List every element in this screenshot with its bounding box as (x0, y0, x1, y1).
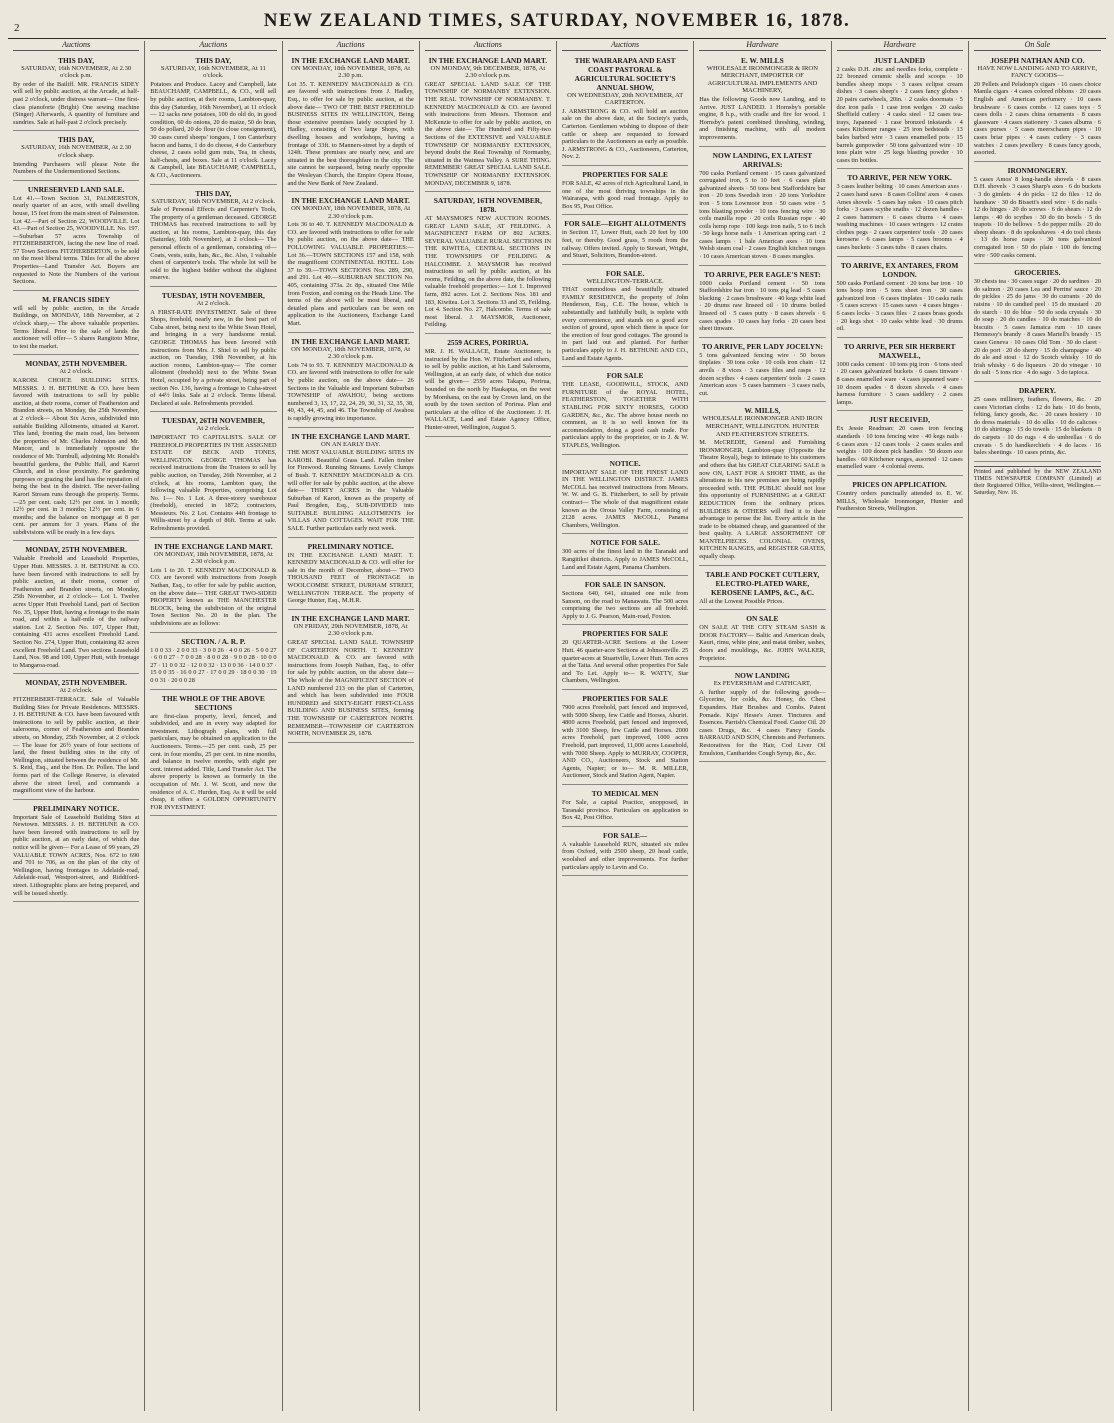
advertisement (288, 540, 414, 610)
ad-heading: THIS DAY, (195, 55, 232, 65)
ad-body: Potatoes and Produce. Lacey and Campbell, late BEAUCHAMP, CAMPBELL, & CO., will sell by public auction, at their rooms, Lambton-quay, this day (Saturday, 16th November), at 11 o'clock— 12 sacks new potatoes, 100 do old do, in good condition, 60 do onions, 20 do maize, 50 do bran, 50 do pollard, 20 do flour (to close consignment), 30 cases cured sheeps' tongues, 1 ton Canterbury bacon and hams, 1 do do cheese, 4 do Canterbury cheese, 2 cases solid gum nuts, Tea, in chests, half-chests, and boxes. Sale at 11 o'clock. Lacey & Campbell, late BEAUCHAMP, CAMPBELL, & CO., Auctioneers. (150, 80, 277, 179)
ad-heading: FOR SALE (606, 371, 644, 381)
ad-subheading: SATURDAY, 16th NOVEMBER, At 2 o'clock. (151, 197, 276, 205)
ad-subheading: At 2 o'clock. (59, 687, 93, 695)
ad-heading: GROCERIES. (1014, 268, 1061, 278)
ad-heading: JOSEPH NATHAN AND CO. (990, 55, 1085, 65)
ad-body: 500 casks Portland cement · 20 tons bar iron · 10 tons hoop iron · 5 tons sheet iron · 30 cases galvanized iron · 6 cases tinplates · 10 casks nails · 5 cases screws · 15 cases saws · 4 cases hinges · 6 cases locks · 3 cases files · 2 cases brass goods · 20 kegs shot · 10 casks white lead · 30 drums oil. (836, 279, 963, 333)
advertisement (150, 187, 276, 288)
ad-heading: ON SALE (746, 614, 779, 624)
advertisement (974, 164, 1101, 265)
ad-subheading: At 2 o'clock. (196, 300, 231, 308)
advertisement (150, 289, 276, 412)
advertisement (150, 414, 276, 537)
advertisement (150, 54, 276, 185)
ad-body: ON SALE AT THE CITY STEAM SASH & DOOR FACTORY— Baltic and American deals, Kauri, rimu, white pine, and matai timber, sashes, doors and mouldings, &c. JOHN WALKER, Proprietor. (699, 624, 826, 662)
advertisement (699, 669, 825, 762)
ad-body: Lots 36 to 40. T. KENNEDY MACDONALD & CO. are favored with instructions to offer for sale by public auction, on the above date— THE FOLLOWING VALUABLE PROPERTIES:— Lot 36.—TOWN SECTIONS 157 and 158, with the magnificent CONTINENTAL HOTEL. Lots 37 to 39.—TOWN SECTIONS Nos. 289, 290, and 291. Lot 40.—SUBURBAN SECTION No. 405, containing 373a. 2r. 8p., situated One Mile from Foxton, and coming on the Heads Line. The terms of the above will be most liberal, and detailed plans and particulars can be seen on application to the Auctioneers, Exchange Land Mart. (287, 221, 414, 327)
advertisement (425, 194, 551, 334)
ad-body: Has the following Goods now Landing, and to Arrive. JUST LANDED. 1 Hornsby's portable engine, 8 h.p., with cradle and fire for wood. 1 Hornsby's patent combined threshing, winding, and finishing machine, with all modern improvements. (699, 95, 826, 141)
ad-body: A valuable Leasehold RUN, situated six miles from Oxford, with 2500 sheep, 20 head cattle, woolshed and other improvements. For further particulars apply to Levin and Co. (562, 840, 689, 871)
ad-heading: PRELIMINARY NOTICE. (307, 541, 394, 551)
ad-heading: NOW LANDING (734, 671, 790, 681)
ad-body: IMPORTANT TO CAPITALISTS. SALE OF FREEHOLD PROPERTIES IN THE ASSIGNED ESTATE OF BECK AND TONES, WELLINGTON. GEORGE THOMAS has received instructions from the Trustees to sell by public auction, on Tuesday, 26th November, at 2 o'clock, at his rooms, Lambton quay, the following valuable Properties, comprising Lot No. 1— No. 1 Lot. A three-storey warehouse (freehold), erected in 1872; contractors, Messieurs. No. 2 Lot. Contains 44ft frontage to Willis-street by a depth of 86ft. Terms at sale. Refreshments provided. (150, 433, 277, 533)
columns-container (8, 41, 1106, 1411)
ad-heading: TO ARRIVE, PER NEW YORK. (847, 173, 952, 183)
ad-body: 5 cases Amos' 8 long-handle shovels · 8 cases D.H. shovels · 3 cases Sharp's axes · 6 do buckets · 3 do gimlets · 4 do picks · 12 do files · 12 do handsaw · 30 do Bissett's steel wire · 6 do nails · 12 do hinges · 20 do screws · 6 do shears · 12 do lamps · 40 do scythes · 30 do tin bowls · 5 do teapots · 10 do bellows · 5 do pepper mills · 20 do sheep shears · 8 do spokeshaves · 4 do tool chests · 13 do horse rasps · 30 tons galvanized corrugated iron · 50 do plain · 100 do fencing wire · 500 casks cement. (973, 175, 1101, 259)
ad-subheading: WHOLESALE IRONMONGER & IRON MERCHANT, IMPORTER OF AGRICULTURAL IMPLEMENTS AND MACHINERY, (706, 64, 818, 95)
ad-heading: TO ARRIVE, EX ANTARES, FROM LONDON. (840, 260, 959, 279)
ad-subheading: At 2 o'clock. (196, 425, 231, 433)
ad-subheading: ON AN EARLY DAY. (321, 440, 381, 448)
ad-heading: E. W. MILLS (741, 55, 784, 65)
ad-heading: FOR SALE—EIGHT ALLOTMENTS (564, 219, 687, 229)
ad-heading: TUESDAY, 19TH NOVEMBER, (161, 291, 265, 301)
ad-subheading: Ex FEVERSHAM and CATHCART, (713, 680, 812, 688)
advertisement (562, 578, 688, 625)
advertisement (562, 369, 688, 454)
ad-heading: TO MEDICAL MEN (591, 788, 659, 798)
ad-heading: FOR SALE. (605, 268, 645, 278)
advertisement (562, 267, 688, 368)
ad-heading: PROPERTIES FOR SALE (582, 169, 668, 179)
advertisement (288, 612, 414, 743)
column-5 (557, 41, 694, 1411)
ad-heading: IN THE EXCHANGE LAND MART. (291, 336, 410, 346)
advertisement (562, 54, 688, 166)
ad-heading: W. MILLS, (744, 406, 781, 416)
advertisement (974, 266, 1101, 382)
ad-subheading: SATURDAY, 16th NOVEMBER, At 11 o'clock. (160, 64, 266, 80)
ad-body: 1000 casks Portland cement · 50 tons Staffordshire bar iron · 10 tons pig lead · 5 cases blacking · 2 cases brushware · 40 kegs white lead · 20 drums raw linseed oil · 10 drums boiled linseed oil · 5 cases putty · 8 cases shovels · 6 cases spades · 10 cases hay forks · 20 cases best sheet tinware. (699, 279, 826, 333)
advertisement (13, 676, 139, 799)
ad-heading: UNRESERVED LAND SALE. (27, 184, 125, 194)
advertisement (562, 168, 688, 215)
section-heading: Auctions (562, 41, 688, 51)
imprint: Printed and published by the NEW ZEALAND TIMES NEWSPAPER COMPANY (Limited) at their Registered Office, Willis-street, Wellington.—Saturday, Nov. 16. (974, 466, 1101, 497)
ad-body: FOR SALE, 42 acres of rich Agricultural Land, in one of the most thriving townships in the Wairarapa, with good road frontage. Apply to Box 95, Post Office. (562, 179, 689, 210)
ad-body: A further supply of the following goods— Glycerine, for colds, &c. Honey, do. Chest Expanders. Hair Brushes and Combs. Patent Pomade. Kips' Hesse's Amer. Tinctures and Essences. Parrish's Chemical Food. Castor Oil. 20 cases Drugs, &c. 4 cases Fancy Goods. BARRAUD AND SON, Chemists and Perfumers. Restoratives for the Hair, Cod Liver Oil Emulsion, Cantharides Cough Syrup, &c., &c. (699, 688, 826, 757)
advertisement (13, 802, 139, 903)
ad-subheading: ON MONDAY, 18th NOVEMBER, 1878, At 2.30 o'clock p.m. (153, 550, 273, 566)
advertisement (837, 413, 963, 476)
advertisement (288, 54, 414, 193)
ad-body: AT MAYSMOR'S NEW AUCTION ROOMS. GREAT LAND SALE, AT FEILDING. A MAGNIFICENT FARM OF 892 ACRES. SEVERAL VALUABLE RURAL SECTIONS IN THE KIWITEA, CENTRAL SECTIONS IN THE TOWNSHIPS OF FEILDING & HALCOMBE. J. MAYSMOR has received instructions to sell by public auction, at his rooms, Feilding, on the above date, the following valuable freehold properties:— Lot 1. Improved farm, 892 acres. Lot 2. Sections Nos. 181 and 183, Kiwitea. Lot 3. Sections 33 and 35, Feilding. Lot 4. Section No. 27, Halcombe. Terms of sale most liberal. J. MAYSMOR, Auctioneer, Feilding. (424, 215, 551, 329)
ad-heading: THIS DAY, (195, 188, 232, 198)
ad-heading: NOTICE. (609, 458, 641, 468)
ad-heading: TO ARRIVE, PER SIR HERBERT MAXWELL, (843, 341, 956, 360)
advertisement (562, 536, 688, 576)
newspaper-title: NEW ZEALAND TIMES, SATURDAY, NOVEMBER 16, 1878. (263, 10, 851, 31)
ad-body: 300 acres of the finest land in the Taranaki and Rangitikei districts. Apply to JAMES McCOLL, Land and Estate Agent, Panama Chambers. (562, 548, 689, 571)
ad-heading: THIS DAY, (58, 135, 95, 145)
ad-subheading: ON MONDAY, 18th NOVEMBER, 1878, At 2.30 o'clock p.m. (291, 345, 411, 361)
column-1 (8, 41, 145, 1411)
ad-heading: MONDAY, 25TH NOVEMBER. (25, 359, 127, 369)
ad-body: M. McCREDIE, General and Furnishing IRONMONGER, Lambton-quay (Opposite the Theatre Royal), begs to intimate to his customers and others that his GREAT CLEARING SALE is now ON, LAST FOR A SHORT TIME, as the alterations to his new premises are being rapidly proceeded with. THE PUBLIC should not lose this opportunity of FURNISHING at a GREAT REDUCTION from the ordinary prices. BUILDERS & OTHERS will find it to their advantage to peruse the list. Every article in the trade to be obtained cheap, and guaranteed of the best quality. A LARGE ASSORTMENT OF MANTELPIECES. COLONIAL OVENS, KITCHEN RANGES, and REGISTER GRATES, equally cheap. (699, 439, 826, 561)
ad-heading: 2559 ACRES, PORIRUA. (447, 338, 529, 347)
advertisement (13, 133, 139, 180)
advertisement (699, 54, 825, 147)
section-heading: Hardware (699, 41, 825, 51)
section-heading: Auctions (288, 41, 414, 51)
advertisement (13, 54, 139, 132)
ad-heading: DRAPERY. (1018, 385, 1056, 395)
ad-body: THAT commodious and beautifully situated FAMILY RESIDENCE, the property of John Henderson, Esq., C.E. The house, which is substantially and faithfully built, is replete with every convenience, and stands on a good acre section of ground, upon which there is space for the erection of four good cottages. The ground is in part laid out and planted. For further particulars apply to J. H. BETHUNE AND CO., Land and Estate Agents. (562, 286, 689, 362)
advertisement (288, 335, 414, 428)
ad-heading: TO ARRIVE, PER LADY JOCELYN: (701, 341, 823, 351)
ad-body: Sale of Personal Effects and Carpenter's Tools, The property of a gentleman deceased. GEORGE THOMAS has received instructions to sell by auction, at his rooms, Lambton-quay, this day (Saturday, 16th November), at 2 o'clock— The personal effects of a gentleman, consisting of— Coats, vests, suits, hats, &c., &c. Also, 1 valuable chest of carpenter's tools. The whole lot will be sold to the highest bidder without the slightest reserve. (150, 206, 277, 282)
ad-body: THE LEASE, GOODWILL, STOCK, AND FURNITURE of the ROYAL HOTEL, FEATHERSTON, TOGETHER WITH STABLING FOR SIXTY HORSES, GOOD GARDEN, &c., &c. The above house needs no comment, as it is so well known for its accommodation, doing a good cash trade. For particulars apply to the proprietor, or to J. & W. STAPLES, Wellington. (562, 381, 689, 449)
ad-body: 5 tons galvanized fencing wire · 50 boxes tinplates · 30 tons coke · 10 coils iron chain · 12 anvils · 8 vices · 3 cases files and rasps · 12 dozen scythes · 4 cases carpenters' tools · 2 cases American axes · 5 cases hammers · 3 cases nails, cut. (699, 351, 826, 397)
ad-body: are first-class property, level, fenced, and subdivided, and are in every way adapted for investment. Lithograph plans, with full particulars, may be obtained on application to the Auctioneers. Terms.—25 per cent. cash, 25 per cent. in four months, 25 per cent. in nine months, and balance in twelve months, with eight per cent. interest added. Title, Land Transfer Act. The above property is known as formerly in the occupation of Mr. J. W. Scott, and now the residence of A. C. Hurden, Esq. As it will be sold cheap, it offers a GOLDEN OPPORTUNITY FOR INVESTMENT. (150, 712, 277, 811)
advertisement (150, 635, 276, 690)
ad-heading: NOW LANDING, EX LATEST ARRIVALS: (712, 150, 813, 169)
advertisement (562, 457, 688, 535)
ad-heading: MONDAY, 25TH NOVEMBER. (25, 545, 127, 555)
ad-body: 1 0 0 33 · 2 0 0 33 · 3 0 0 26 · 4 0 0 26 · 5 0 0 27 · 6 0 0 27 · 7 0 0 28 · 8 0 0 28 · 9 0 0 28 · 10 0 0 27 · 11 0 0 32 · 12 0 0 32 · 13 0 0 36 · 14 0 0 37 · 15 0 0 35 · 16 0 0 27 · 17 0 0 29 · 18 0 0 30 · 19 0 0 31 · 20 0 0 28 (150, 646, 277, 684)
ad-body: FITZHERBERT-TERRACE. Sale of Valuable Building Sites for Private Residences. MESSRS. J. H. BETHUNE & CO. have been favoured with instructions to sell by public auction, at their salerooms, corner of Featherston and Brandon streets, on Monday, 25th November, at 2 o'clock— The lease for 26½ years of four sections of land, the finest building sites in the city of Wellington, situated between the residence of Mr. S. Reid, Esq., and the Hon. Dr. Pollen. The land forms part of the College Reserve, is elevated above the street level, and commands a magnificent view of the harbour. (13, 695, 140, 795)
advertisement (837, 259, 963, 338)
ad-heading: SATURDAY, 16TH NOVEMBER, 1878. (433, 196, 542, 215)
ad-body: Lot 35. T. KENNEDY MACDONALD & CO. are favored with instructions from J. Hadley, Esq., to offer for sale by public auction, at the above date— TWO OF THE BEST FREEHOLD BUSINESS SITES IN WELLINGTON, Being those extensive premises lately occupied by J. Hadley, consisting of Two large Shops, with dwelling houses and workshops, having a frontage of 33ft. to Manners-street by a depth of 124ft. These premises are nearly new, and are situated in the best thoroughfare in the city. The site cannot be surpassed, being nearly opposite the Wesleyan Church, the Empire Opera House, and the New Bank of New Zealand. (287, 80, 414, 187)
ad-heading: THE WHOLE OF THE ABOVE SECTIONS (161, 693, 265, 712)
section-heading: Auctions (425, 41, 551, 51)
ad-heading: THE WAIRARAPA AND EAST COAST PASTORAL & AGRICULTURAL SOCIETY'S ANNUAL SHOW, (574, 55, 676, 92)
ad-body: IMPORTANT SALE OF THE FINEST LAND IN THE WELLINGTON DISTRICT. JAMES McCOLL has received instructions from Messrs. W. W. and G. B. Fitzherbert, to sell by private contract— The whole of that magnificent estate known as the Oroua Valley Farm, consisting of 2128 acres. JAMES McCOLL, Panama Chambers, Wellington. (562, 468, 689, 529)
advertisement (425, 54, 551, 193)
advertisement (562, 829, 688, 876)
advertisement (562, 217, 688, 264)
ad-heading: JUST LANDED (874, 55, 926, 65)
advertisement (837, 478, 963, 518)
ad-subheading: ON MONDAY, 18th NOVEMBER, 1878, At 2.30 o'clock p.m. (291, 205, 411, 220)
ad-body: 1000 casks cement · 10 tons pig iron · 6 tons steel · 20 cases galvanized buckets · 6 cases tinware · 8 cases enamelled ware · 4 cases japanned ware · 10 dozen spades · 8 dozen shovels · 4 cases harness furniture · 3 cases saddlery · 2 cases lamps. (836, 360, 963, 406)
ad-heading: TABLE AND POCKET CUTLERY, ELECTRO-PLATED WARE, KEROSENE LAMPS, &C., &C. (705, 569, 820, 597)
ad-body: will sell by public auction, in the Arcade Buildings, on MONDAY, 18th November, at 2 o'clock sharp,— The above valuable properties. Terms liberal. Prior to the sale of lands the auctioneer will offer— 5 shares Rangitoto Mine, to test the market. (13, 304, 140, 350)
column-4 (420, 41, 557, 1411)
ad-heading: THIS DAY, (58, 55, 95, 65)
advertisement (13, 183, 139, 291)
ad-heading: IN THE EXCHANGE LAND MART. (291, 55, 410, 65)
ad-heading: IRONMONGERY. (1007, 165, 1068, 175)
ad-subheading: At 2 o'clock. (59, 368, 93, 376)
ad-body: All at the Lowest Possible Prices. (699, 597, 784, 605)
masthead (8, 10, 1106, 39)
ad-body: MR. J. H. WALLACE, Estate Auctioneer, is instructed by the Hon. W. Fitzherbert and others, to sell by public auction, at his Land Salerooms, Wellington, at an early date, of which due notice will be given— 2559 acres Takapu, Porirua, bounded on the north by Haukapua, on the west by Mornhana, on the east by Crown land, on the south by the town section of Porirua. Plan and particulars at the office of the Auctioneer. J. H. WALLACE, Land and Estate Agency Office, Hunter-street, Wellington, August 5. (424, 348, 551, 431)
advertisement (699, 149, 825, 266)
ad-subheading: HAVE NOW LANDING AND TO ARRIVE, FANCY GOODS— (977, 64, 1098, 80)
page-number: 2 (14, 22, 20, 34)
column-3 (283, 41, 420, 1411)
ad-body: Valuable Freehold and Leasehold Properties, Upper Hutt. MESSRS. J. H. BETHUNE & CO. have been favored with instructions to sell by public auction, at their rooms, corner of Featherston and Brandon streets, on Monday, 25th November, at 2 o'clock— Lot 1. Twelve acres Upper Hutt Freehold Land, part of Section No. 35, Upper Hutt, having a frontage to the main road, and within a half-mile of the railway station. Lot 2. Section No. 107, Upper Hutt, containing 431 acres excellent Freehold Land. Section No. 274, Upper Hutt, containing 82 acres excellent Freehold Land. Two sections Leasehold Land, Nos. 98 and 100, Upper Hutt, with frontage to Mangaroa-road. (13, 555, 140, 669)
ad-body: 25 cases millinery, feathers, flowers, &c. · 20 cases Victorian cloths · 12 do hats · 10 do boots, felting, fancy goods, &c. · 20 cases hosiery · 10 do dress materials · 10 do silks · 10 do calicoes · 10 do shirtings · 15 do towels · 15 do blankets · 8 do carpets · 10 do rugs · 4 do umbrellas · 6 do cravats · 5 do handkerchiefs · 4 do laces · 16 bales sheetings · 10 cases prints, &c. (973, 395, 1101, 457)
ad-subheading: WHOLESALE IRONMONGER AND IRON MERCHANT, WELLINGTON. HUNTER AND FEATHERSTON STREETS. (702, 415, 823, 438)
ad-body: Country orders punctually attended to. E. W. MILLS, Wholesale Ironmonger, Hunter and Featherston Streets, Wellington. (836, 489, 963, 513)
ad-subheading: ON FRIDAY, 29th NOVEMBER, 1878, At 2.30 o'clock p.m. (293, 622, 408, 638)
ad-body: Important Sale of Leasehold Building Sites at Newtown. MESSRS. J. H. BETHUNE & CO. have been favored with instructions to sell by public auction, at an early date, of which due notice will be given— For a Lease of 99 years, 29 VALUABLE TOWN ACRES, Nos. 672 to 690 and 701 to 706, as on the plan of the city of Wellington, having frontages to Adelaide-road, Adelaide-road, Westport-street, and Riddiford-street. Lithographic plans are being prepared, and will be issued shortly. (13, 813, 140, 897)
ad-heading: FOR SALE— (603, 830, 648, 840)
ad-heading: FOR SALE IN SANSON. (584, 580, 666, 590)
advertisement (150, 692, 276, 817)
advertisement (974, 54, 1101, 162)
advertisement (425, 336, 551, 437)
column-8 (969, 41, 1106, 1411)
ad-body: Sections 640, 641, situated one mile from Sanson, on the road to Manawatu. The 500 acres comprising the two sections are all freehold. Apply to J. G. Pearson, Main-road, Foxton. (562, 590, 689, 620)
ad-body: For Sale, a capital Practice, unopposed, in Taranaki province. Particulars on application to Box 42, Post Office. (562, 798, 689, 822)
ad-heading: SECTION. / A. R. P. (181, 636, 246, 646)
ad-body: 700 casks Portland cement · 15 cases galvanized corrugated iron, 5 to 10 feet · 6 cases plain galvanized sheets · 50 tons best Staffordshire bar iron · 20 tons Swedish iron · 20 tons Yorkshire iron · 5 tons Lowmoor iron · 50 cases wire · 5 tons blasting powder · 10 tons fencing wire · 30 coils manilla rope · 20 coils Russian rope · 40 coils hemp rope · 100 kegs iron nails, 5 to 6 inch · 50 kegs horse nails · 1 American spring cart · 2 cases lamps · 1 bale American axes · 10 tons Welsh steam coal · 2 cases English kitchen ranges · 10 cases American stoves · 8 cases mangles. (699, 169, 826, 261)
ad-body: A FIRST-RATE INVESTMENT. Sale of three Shops, freehold, nearly new, in the best part of Cuba street, being next to the White Swan Hotel, and bringing in a very handsome rental. GEORGE THOMAS has been favored with instructions from Mrs. J. Shiel to sell by public auction, on Tuesday, 19th November, at his auction rooms, Lambton-quay— The corner allotment (freehold) next to the White Swan Hotel, occupied by a private street, being part of section No. 136, having a frontage to Cuba-street of 44½ links. Sale at 2 o'clock. Terms liberal. Declared at sale. Refreshments provided. (150, 308, 277, 407)
advertisement (562, 627, 688, 690)
section-heading: Auctions (13, 41, 139, 51)
advertisement (699, 340, 825, 403)
ad-heading: NOTICE FOR SALE. (590, 538, 660, 548)
ad-body: 20 Pellets and Pelsdonp's cigars · 16 cases choice Manila cigars · 4 cases colored ribbons · 20 cases English and American perfumery · 10 cases brushware · 6 cases combs · 12 cases toys · 5 cases dolls · 2 cases china ornaments · 8 cases glassware · 4 cases stationery · 3 cases albums · 6 cases purses · 5 cases meerschaum pipes · 10 cases briar pipes · 4 cases cutlery · 3 cases watches · 2 cases jewellery · 8 cases fancy goods, assorted. (973, 80, 1101, 157)
advertisement (13, 543, 139, 674)
advertisement (837, 54, 963, 170)
ad-heading: JUST RECEIVED, (869, 415, 930, 425)
ad-body: THE MOST VALUABLE BUILDING SITES IN KAROBI. Beautiful Grass Land. Fallen timber for Firewood. Running Streams. Lovely Clumps of Bush. T. KENNEDY MACDONALD & CO. will offer for sale by public auction, at the above date— THIRTY ACRES in the Valuable Suburban of Karori, known as the property of Paul Brogden, Esq., SUB-DIVIDED into SUITABLE BUILDING ALLOTMENTS for VILLAS AND COTTAGES. WAIT FOR THE SALE. Further particulars early next week. (287, 449, 414, 533)
column-6 (694, 41, 831, 1411)
advertisement (288, 430, 414, 538)
ad-body: in Section 17, Lower Hutt, each 20 feet by 100 feet, or thereby. Good grass, 5 roods from the railway. Offers invited. Apply to Stewart, Wright, and Stuart, Solicitors, Brandon-street. (562, 229, 689, 260)
section-heading: Auctions (150, 41, 276, 51)
ad-body: GREAT SPECIAL LAND SALE OF THE TOWNSHIP OF NORMANBY EXTENSION. THE REAL TOWNSHIP OF NORMANBY. T. KENNEDY MACDONALD & CO. are favored with instructions from Messrs. Thomson and McKenzie to offer for sale by public auction, on the above date— The Hundred and Fifty-two Sections of the EXTENSIVE and VALUABLE TOWNSHIP OF NORMANBY EXTENSION, beyond doubt the Real Township of Normanby, situated in the Waimea Valley. A SURE THING. REMEMBER! GREAT SPECIAL LAND SALE. TOWNSHIP OF NORMANBY EXTENSION. MONDAY, DECEMBER 9, 1878. (424, 80, 551, 187)
section-heading: Hardware (837, 41, 963, 51)
ad-subheading: SATURDAY, 16th NOVEMBER, At 2.30 o'clock p.m. (21, 64, 132, 80)
ad-subheading: SATURDAY, 16th NOVEMBER, At 2.30 o'clock sharp. (21, 144, 132, 159)
advertisement (699, 268, 825, 338)
ad-subheading: ON MONDAY, 9th DECEMBER, 1878, At 2.30 o'clock p.m. (430, 64, 546, 80)
ad-body: 20 QUARTER-ACRE Sections at the Lower Hutt. 46 quarter-acre Sections at Johnsonville. 25 quarter-acres at Stuartville, Lower Hutt. Ten acres at the Taita. And several other properties For Sale and To Let. Apply to— R. WATTY, Star Chambers, Wellington. (562, 639, 689, 685)
ad-body: Intending Purchasers will please Note the Numbers of the Undermentioned Sections. (13, 160, 140, 176)
ad-subheading: WELLINGTON-TERRACE. (586, 277, 664, 285)
ad-heading: IN THE EXCHANGE LAND MART. (428, 55, 548, 65)
ad-heading: PRICES ON APPLICATION. (852, 479, 947, 489)
ad-heading: PROPERTIES FOR SALE (582, 629, 668, 639)
advertisement (150, 540, 276, 633)
ad-subheading: ON MONDAY, 18th NOVEMBER, 1878, At 2.30 p.m. (291, 64, 411, 80)
ad-heading: PROPERTIES FOR SALE (582, 694, 668, 704)
ad-body: Lot 41.—Town Section 31, PALMERSTON, nearly quarter of an acre, with small dwelling house, 15 feet from the main street of Palmerston. Lot 42.—Part of Section 22, WOODVILLE. Lot 43.—Part of Section 25, WOODVILLE. No. 197.—Suburban 57 acres Township of FITZHERBERTON, facing the new line of road. 57 Town Sections FITZHERBERTON, to be sold on the most liberal terms. Titles for all the above Properties—Land Transfer Act. Buyers are requested to Note the Numbers of the various Sections. (13, 194, 140, 286)
advertisement (288, 194, 414, 333)
ad-body: KAROBI. CHOICE BUILDING SITES. MESSRS. J. H. BETHUNE & CO. have been favored with instructions to sell by public auction, at their rooms, corner of Featherston and Brandon streets, on Monday, the 25th November, at 2 o'clock— About Six Acres, subdivided into suitable Building Allotments, situated at Karori. This land, fronting the main road, lies between the properties of Mr. Charles Johnston and Mr. Mancer, and is immediately opposite the residence of Mr. Turnbull, adjoining Mr. Ronald's beautiful gardens, the Public Hall, and Karori Church, and in close proximity. For gardening purposes or grazing the land has the reputation of being the best in the district. The never-failing Karori Stream runs through the property. Terms.—25 per cent. cash; 12½ per cent. in 1 month; 12½ per cent. in 3 months; 12½ per cent. in 6 months; and the balance on mortgage at 8 per cent. per annum for 3 years. Plans of the subdivisions will be ready in a few days. (13, 377, 140, 536)
ad-body: Lots 1 to 20. T. KENNEDY MACDONALD & CO. are favored with instructions from Joseph Nathan, Esq., to offer for sale by public auction, on the above date— THE GREAT TWO-SIDED PROPERTY known as THE MANCHESTER BLOCK, being the subdivision of the original Town Section No. 20 in the plan. The subdivisions are as follows: (150, 566, 277, 627)
advertisement (837, 171, 963, 256)
ad-body: J. ARMSTRONG & CO. will hold an auction sale on the above date, at the Society's yards, Carterton. Gentlemen wishing to dispose of their cattle or sheep are requested to forward particulars to the Auctioneers as early as possible. J. ARMSTRONG & CO., Auctioneers, Carterton, Nov. 2. (562, 107, 689, 161)
ad-body: 3 cases leather belting · 10 cases American axes · 2 cases hand saws · 8 cases Collins' axes · 4 cases Ames shovels · 5 cases hay rakes · 10 cases pitch forks · 3 cases scythe snaths · 12 dozen handles · 2 cases hammers · 6 cases churns · 4 cases washing machines · 10 cases wringers · 12 crates clothes pegs · 2 cases carpenters' tools · 20 cases kerosene · 6 cases lamps · 5 cases brooms · 4 cases buckets · 3 cases tubs · 8 cases chairs. (836, 183, 963, 252)
ad-heading: IN THE EXCHANGE LAND MART. (154, 541, 273, 551)
column-2 (145, 41, 282, 1411)
advertisement (13, 357, 139, 541)
ad-heading: TUESDAY, 26TH NOVEMBER, (161, 416, 265, 426)
advertisement (974, 384, 1101, 462)
ad-body: By order of the Bailiff. MR. FRANCIS SIDEY will sell by public auction, at the Arcade, at half-past 2 o'clock, under distress warrant— One first-class pianoforte (Bright) One sewing machine (Singer) Afterwards, A quantity of furniture and sundries. Sale at half-past 2 o'clock precisely. (13, 80, 140, 126)
ad-body: IN THE EXCHANGE LAND MART. T. KENNEDY MACDONALD & CO. will offer for sale in the month of December, about— TWO THOUSAND FEET of FRONTAGE in WOOLCOMBE STREET, DURHAM STREET, WELLINGTON TERRACE. The property of George Hunter, Esq., M.H.R. (287, 551, 414, 605)
ad-heading: TO ARRIVE, PER EAGLE'S NEST: (704, 269, 821, 279)
ad-heading: PRELIMINARY NOTICE. (33, 803, 120, 813)
advertisement (837, 340, 963, 412)
advertisement (562, 692, 688, 785)
ad-body: 2 casks D.H. zinc and needles forks, complete · 22 bronzed ceramic shells and scoops · 10 bundles sheep mops · 3 cases eclipse cream dishes · 3 cases sheep's · 2 cases fancy globes · 20 pairs cartwheels, 20in. · 2 casks doormats · 5 doz iron pails · 1 case iron wedges · 20 casks Sheffield cutlery · 4 casks steel · 12 cases tea-trays, Japanned · 1 case bronzed inkstands · 4 cases Kitchener ranges · 25 iron bedsteads · 13 bales barbed wire · 3 cases enamelled pots · 15 barrels gunpowder · 50 tons galvanized wire · 10 tons plain wire · 25 kegs blasting powder · 10 cases tin bottles. (836, 65, 963, 164)
ad-heading: IN THE EXCHANGE LAND MART. (291, 431, 410, 441)
column-7 (832, 41, 969, 1411)
ad-heading: M. FRANCIS SIDEY (42, 294, 111, 304)
advertisement (13, 293, 139, 356)
ad-body: 30 chests tea · 30 cases sugar · 20 do sardines · 20 do salmon · 20 cases Lea and Perrins' sauce · 20 do pickles · 25 do jams · 30 do currants · 20 do raisins · 10 do candied peel · 15 do mustard · 20 do starch · 10 do blue · 50 do soda crystals · 30 do soap · 20 do candles · 10 do matches · 10 do biscuits · 5 cases Jamaica rum · 10 cases Hennessy's brandy · 8 cases Martell's brandy · 15 cases Geneva · 10 cases Old Tom · 30 do claret · 20 do port · 20 do sherry · 15 do champagne · 40 do ale and stout · 12 do Scotch whisky · 10 do Irish whisky · 6 do liqueurs · 20 do vinegar · 10 do salt · 5 tons rice · 4 do sago · 3 do tapioca. (973, 278, 1101, 377)
ad-subheading: ON WEDNESDAY, 20th NOVEMBER, AT CARTERTON. (567, 91, 684, 107)
ad-body: Lots 74 to 93. T. KENNEDY MACDONALD & CO. are favored with instructions to offer for sale by public auction, on the above date— 26 Sections in the Valuable and Important Suburban TOWNSHIP of AWAHOU, being sections numbered 3, 13, 17, 22, 24, 29, 30, 31, 32, 35, 38, 40, 43, 44, 45, and 46. The Township of Awahou is rapidly growing into importance. (287, 361, 414, 422)
section-heading: On Sale (974, 41, 1101, 51)
advertisement (562, 787, 688, 827)
ad-body: 7900 acres Freehold, part fenced and improved, with 5000 Sheep, few Cattle and Horses, Ahuriri. 4800 acres Freehold, part fenced and improved, with 3100 Sheep, few Cattle and Horses. 2000 acres Freehold, part improved, 1000 acres Freehold, part improved, 11,000 acres Leasehold, with 7000 Sheep. Apply to MURRAY, COOPER, AND CO., Auctioneers, Stock and Station Agents, Napier; or to— M. R. MILLER, Auctioneer, Stock and Station Agent, Napier. (562, 704, 689, 780)
ad-heading: IN THE EXCHANGE LAND MART. (291, 613, 410, 623)
ad-body: GREAT SPECIAL LAND SALE. TOWNSHIP OF CARTERTON NORTH. T. KENNEDY MACDONALD & CO. are favored with instructions from Joseph Nathan, Esq., to offer for sale by public auction, on the above date— The Whole of the MAGNIFICENT SECTION of LAND numbered 213 on the plan of Carterton, and which has been subdivided into FOUR HUNDRED and SIXTY-EIGHT FIRST-CLASS BUILDING AND BUSINESS SITES, forming THE TOWNSHIP OF CARTERTON NORTH. REMEMBER—TOWNSHIP OF CARTERTON NORTH, NOVEMBER 29, 1878. (287, 639, 414, 738)
advertisement (699, 612, 825, 667)
advertisement (699, 404, 825, 565)
ad-body: Ex Jessie Readman: 20 cases iron fencing standards · 10 tons fencing wire · 40 kegs nails · 6 cases axes · 12 cases tools · 2 cases scales and weights · 100 dozen pick handles · 50 dozen axe handles · 60 Kitchener ranges, assorted · 12 cases enamelled ware · 4 colonial ovens. (836, 425, 963, 471)
advertisement (699, 568, 825, 611)
ad-heading: IN THE EXCHANGE LAND MART. (291, 196, 410, 206)
ad-heading: MONDAY, 25TH NOVEMBER. (25, 678, 127, 688)
